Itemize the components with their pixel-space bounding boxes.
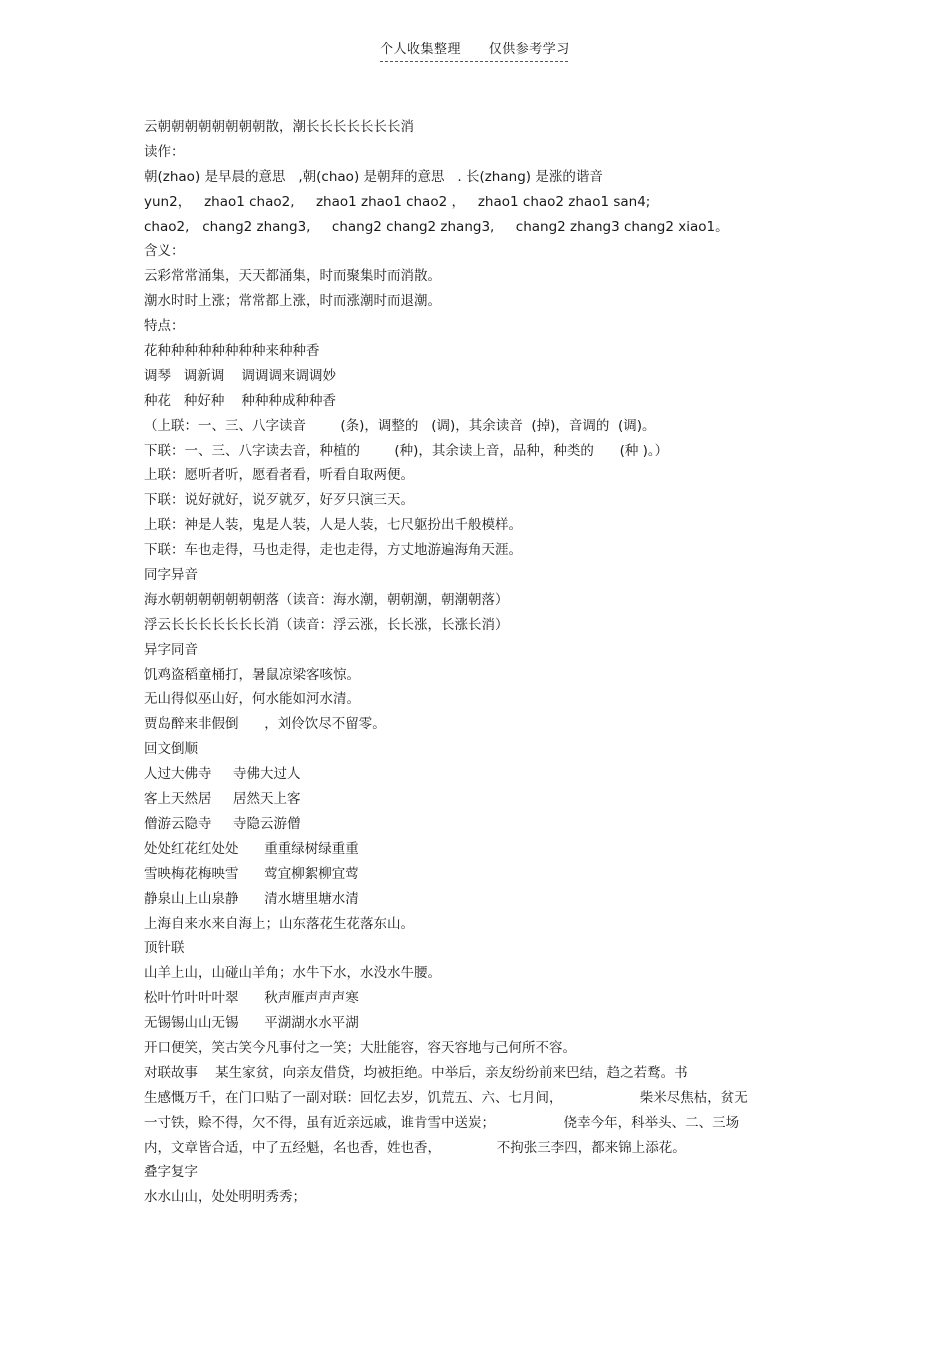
text-line: 下联：说好就好，说歹就歹，好歹只演三天。 bbox=[144, 492, 414, 509]
text-line: 僧游云隐寺 寺隐云游僧 bbox=[144, 815, 301, 832]
text-line: 特点： bbox=[144, 318, 185, 335]
text-line: 生感慨万千，在门口贴了一副对联：回忆去岁，饥荒五、六、七月间， 柴米尽焦枯，贫无 bbox=[144, 1089, 748, 1106]
text-line: 上联：神是人装，鬼是人装，人是人装，七尺躯扮出千般模样。 bbox=[144, 517, 522, 534]
text-line: 处处红花红处处 重重绿树绿重重 bbox=[144, 840, 359, 857]
text-line: 一寸铁，赊不得，欠不得，虽有近亲远戚，谁肯雪中送炭； 侥幸今年，科举头、二、三场 bbox=[144, 1114, 740, 1131]
text-line: （上联：一、三、八字读音 (条)，调整的 (调)，其余读音 (掉)，音调的 (调)。 bbox=[144, 417, 656, 434]
text-line: 异字同音 bbox=[144, 641, 198, 658]
text-line: 无山得似巫山好，何水能如河水清。 bbox=[144, 691, 360, 708]
text-line: 海水朝朝朝朝朝朝朝落（读音：海水潮，朝朝潮，朝潮朝落） bbox=[144, 591, 509, 608]
text-line: 读作： bbox=[144, 143, 185, 160]
text-line: 人过大佛寺 寺佛大过人 bbox=[144, 766, 301, 783]
text-line: 种花 种好种 种种种成种种香 bbox=[144, 392, 337, 409]
text-line: 雪映梅花梅映雪 莺宜柳絮柳宜莺 bbox=[144, 865, 359, 882]
page-header: 个人收集整理 仅供参考学习 bbox=[380, 38, 568, 62]
text-line: 静泉山上山泉静 清水塘里塘水清 bbox=[144, 890, 359, 907]
text-line: 上联：愿听者听，愿看者看，听看自取两便。 bbox=[144, 467, 414, 484]
text-line: 内，文章皆合适，中了五经魁，名也香，姓也香， 不拘张三李四，都来锦上添花。 bbox=[144, 1139, 686, 1156]
text-line: 含义： bbox=[144, 243, 185, 260]
text-line: 云彩常常涌集，天天都涌集，时而聚集时而消散。 bbox=[144, 268, 441, 285]
text-line: 开口便笑，笑古笑今凡事付之一笑；大肚能容，容天容地与己何所不容。 bbox=[144, 1039, 576, 1056]
text-line: 客上天然居 居然天上客 bbox=[144, 791, 301, 808]
text-line: yun2， zhao1 chao2, zhao1 zhao1 chao2 ， zhao1 chao2 zhao1 san4; bbox=[144, 193, 651, 210]
text-line: 叠字复字 bbox=[144, 1164, 198, 1181]
text-line: 花种种种种种种种种来种种香 bbox=[144, 343, 320, 360]
text-line: 浮云长长长长长长长消（读音：浮云涨，长长涨，长涨长消） bbox=[144, 616, 509, 633]
text-line: 对联故事 某生家贫，向亲友借贷，均被拒绝。中举后，亲友纷纷前来巴结，趋之若鹜。书 bbox=[144, 1064, 688, 1081]
text-line: 顶针联 bbox=[144, 940, 185, 957]
text-line: 下联：一、三、八字读去音，种植的 (种)，其余读上音，品种，种类的 (种 )。） bbox=[144, 442, 669, 459]
text-line: 调琴 调新调 调调调来调调妙 bbox=[144, 367, 337, 384]
text-line: 水水山山，处处明明秀秀； bbox=[144, 1189, 306, 1206]
text-line: 云朝朝朝朝朝朝朝朝散，潮长长长长长长长消 bbox=[144, 119, 414, 135]
text-line: 松叶竹叶叶叶翠 秋声雁声声声寒 bbox=[144, 990, 359, 1007]
text-line: 山羊上山，山碰山羊角；水牛下水，水没水牛腰。 bbox=[144, 965, 441, 982]
text-line: 潮水时时上涨；常常都上涨，时而涨潮时而退潮。 bbox=[144, 293, 441, 310]
text-line: 朝(zhao) 是早晨的意思 ,朝(chao) 是朝拜的意思 . 长(zhang) 是涨的谐音 bbox=[144, 168, 603, 185]
text-line: 无锡锡山山无锡 平湖湖水水平湖 bbox=[144, 1015, 359, 1032]
text-line: 同字异音 bbox=[144, 567, 198, 584]
text-line: 饥鸡盗稻童桶打，暑鼠凉梁客咳惊。 bbox=[144, 666, 360, 683]
text-line: chao2, chang2 zhang3, chang2 chang2 zhang3, chang2 zhang3 chang2 xiao1。 bbox=[144, 218, 729, 235]
text-line: 贾岛醉来非假倒 ，刘伶饮尽不留零。 bbox=[144, 716, 386, 733]
document-body bbox=[144, 115, 824, 1210]
text-line: 下联：车也走得，马也走得，走也走得，方丈地游遍海角天涯。 bbox=[144, 542, 522, 559]
text-line: 回文倒顺 bbox=[144, 741, 198, 758]
text-line: 上海自来水来自海上；山东落花生花落东山。 bbox=[144, 915, 414, 932]
